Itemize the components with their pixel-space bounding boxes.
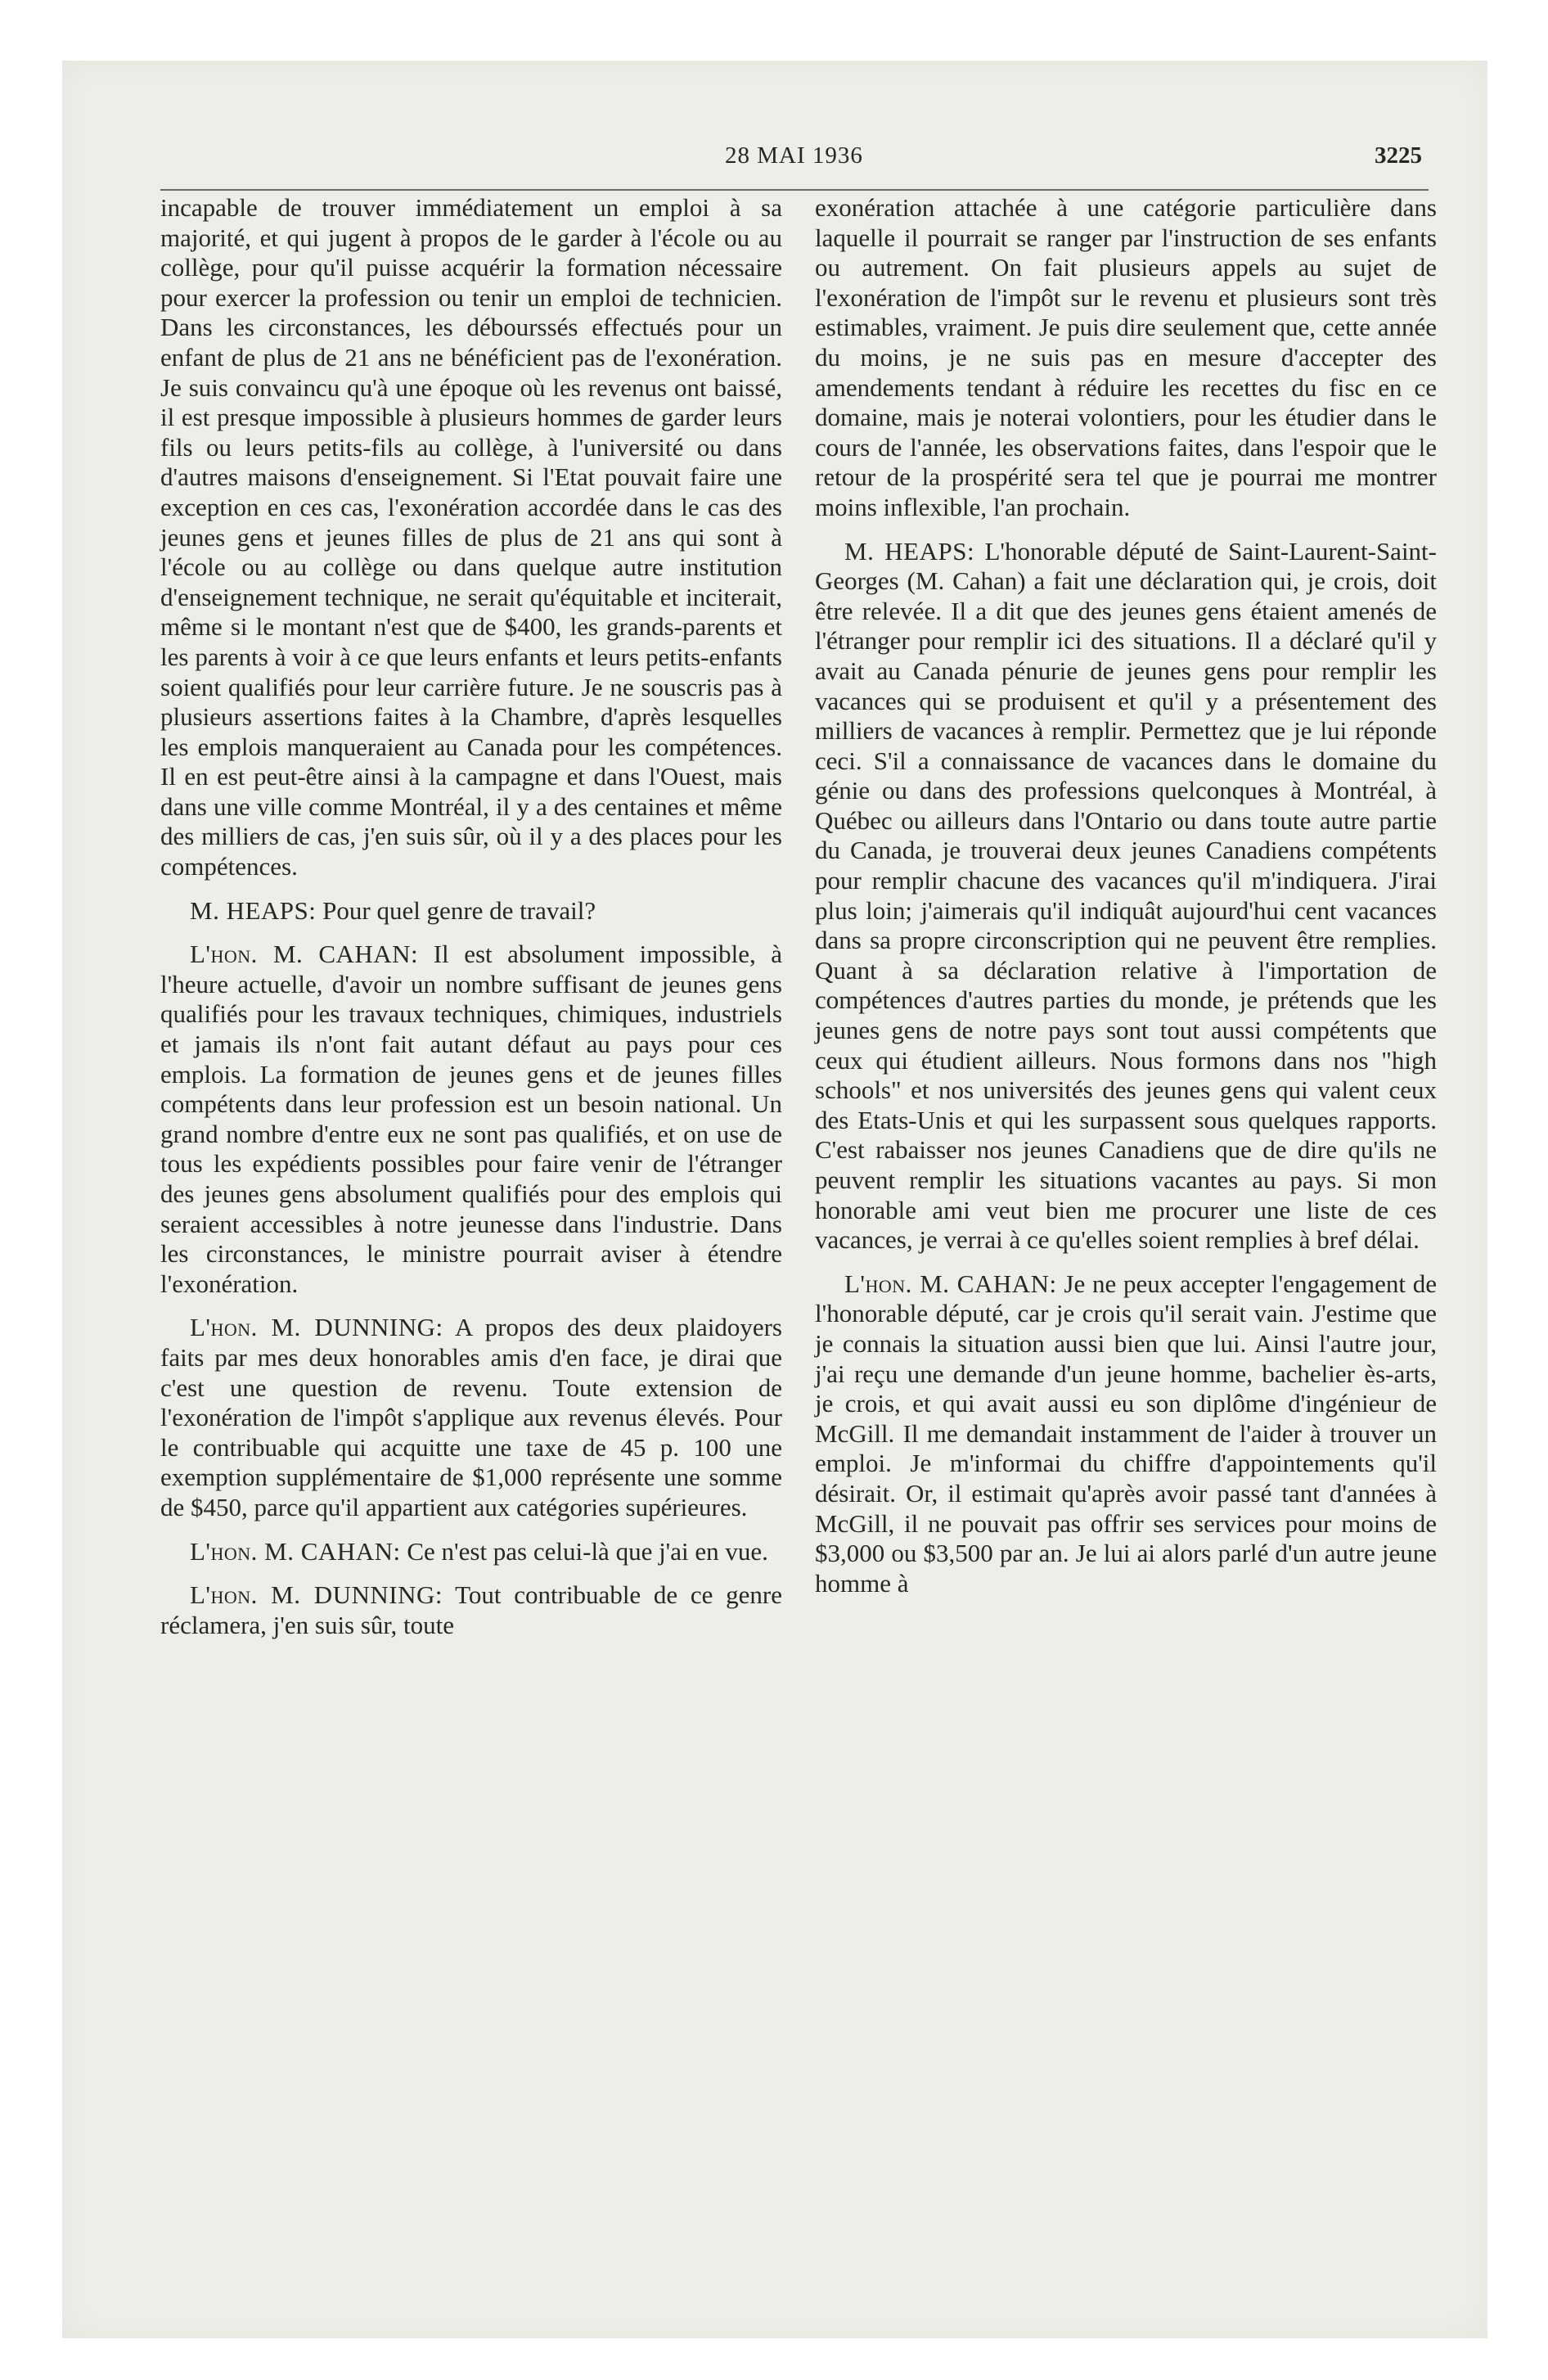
paragraph-text: incapable de trouver immédiatement un emploi à sa majorité, et qui jugent à propos de le garder à l'école ou au collège, pour qu'il puisse acquérir la formation nécessaire pour exercer la profession ou tenir un emploi de technicien. Dans les circonstances, les débourssés effectués pour un enfant de plus de 21 ans ne bénéficient pas de l'exonération. Je suis convaincu qu'à une époque où les revenus ont baissé, il est presque impossible à plusieurs hommes de garder leurs fils ou leurs petits-fils au collège, à l'université ou dans d'autres maisons d'enseignement. Si l'Etat pouvait faire une exception en ces cas, l'exonération accordée dans le cas des jeunes gens et jeunes filles de plus de 21 ans qui sont à l'école ou au collège ou dans quelque autre institution d'enseignement technique, ne serait qu'équitable et inciterait, même si le montant n'est que de $400, les grands-parents et les parents à voir à ce que leurs enfants et leurs petits-enfants soient qualifiés pour leur carrière future. Je ne souscris pas à plusieurs assertions faites à la Chambre, d'après lesquelles les emplois manqueraient au Canada pour les compétences. Il en est peut-être ainsi à la campagne et dans l'Ouest, mais dans une ville comme Montréal, il y a des centaines et même des milliers de cas, j'en suis sûr, où il y a des places pour les compétences. (160, 193, 782, 881)
paragraph-text: exonération attachée à une catégorie particulière dans laquelle il pourrait se ranger par l'instruction de ses enfants ou autrement. On fait plusieurs appels au sujet de l'exonération de l'impôt sur le revenu et plusieurs sont très estimables, vraiment. Je puis dire seulement que, cette année du moins, je ne suis pas en mesure d'accepter des amendements tendant à réduire les recettes du fisc en ce domaine, mais je noterai volontiers, pour les étudier dans le cours de l'année, les observations faites, dans l'espoir que le retour de la prospérité sera tel que je pourrai me montrer moins inflexible, l'an prochain. (815, 193, 1437, 521)
paragraph (160, 1313, 782, 1522)
right-column (815, 193, 1437, 1598)
paragraph (160, 1580, 782, 1640)
paragraph (160, 896, 782, 926)
paragraph (160, 940, 782, 1299)
paragraph-text: Tout contribuable de ce genre réclamera, j'en suis sûr, toute (160, 1580, 782, 1639)
paragraph-text: Ce n'est pas celui-là que j'ai en vue. (407, 1536, 768, 1566)
speaker-name: M. HEAPS: (844, 536, 975, 566)
speaker-name: L'hon. M. CAHAN: (844, 1269, 1057, 1298)
speaker-name: L'hon. M. DUNNING: (190, 1313, 443, 1342)
paragraph (815, 193, 1437, 523)
page-header (62, 133, 1487, 174)
header-date: 28 MAI 1936 (725, 142, 863, 169)
speaker-name: L'hon. M. DUNNING: (190, 1580, 443, 1610)
paragraph-text: A propos des deux plaidoyers faits par mes deux honorables amis d'en face, je dirai que c'est une question de revenu. Toute extension de l'exonération de l'impôt s'applique aux revenus élevés. Pour le contribuable qui acquitte une taxe de 45 p. 100 une exemption supplémentaire de $1,000 représente une somme de $450, parce qu'il appartient aux catégories supérieures. (160, 1313, 782, 1521)
speaker-name: L'hon. M. CAHAN: (190, 1536, 401, 1566)
paragraph-text: Je ne peux accepter l'engagement de l'honorable député, car je crois qu'il serait vain. J'estime que je connais la situation aussi bien que lui. Ainsi l'autre jour, j'ai reçu une demande d'un jeune homme, bachelier ès-arts, je crois, et qui avait aussi eu son diplôme d'ingénieur de McGill. Il me demandait instamment de l'aider à trouver un emploi. Je m'informai du chiffre d'appointements qu'il désirait. Or, il estimait qu'après avoir passé tant d'années à McGill, il ne pouvait pas offrir ses services pour moins de $3,000 ou $3,500 par an. Je lui ai alors parlé d'un autre jeune homme à (815, 1269, 1438, 1598)
page-number: 3225 (1375, 142, 1422, 169)
paragraph (160, 193, 782, 882)
scanned-page (62, 61, 1487, 2338)
paragraph (815, 537, 1437, 1255)
paragraph (160, 1537, 782, 1567)
header-rule (160, 189, 1429, 191)
paragraph-text: Il est absolument impossible, à l'heure actuelle, d'avoir un nombre suffisant de jeunes gens qualifiés pour les travaux techniques, chimiques, industriels et jamais ils n'ont fait autant défaut au pays pour ces emplois. La formation de jeunes gens et de jeunes filles compétents dans leur profession est un besoin national. Un grand nombre d'entre eux ne sont pas qualifiés, et on use de tous les expédients possibles pour faire venir de l'étranger des jeunes gens absolument qualifiés pour des emplois qui seraient accessibles à notre jeunesse dans l'industrie. Dans les circonstances, le ministre pourrait aviser à étendre l'exonération. (160, 940, 783, 1298)
paragraph-text: Pour quel genre de travail? (322, 895, 596, 925)
paragraph-text: L'honorable député de Saint-Laurent-Saint-Georges (M. Cahan) a fait une déclaration qui, je crois, doit être relevée. Il a dit que des jeunes gens étaient amenés de l'étranger pour remplir ici des situations. Il a déclaré qu'il y avait au Canada pénurie de jeunes gens pour remplir les vacances qui se produisent et qu'il y a présentement des milliers de vacances à remplir. Permettez que je lui réponde ceci. S'il a connaissance de vacances dans le domaine du génie ou dans des professions quelconques à Montréal, à Québec ou ailleurs dans l'Ontario ou dans toute autre partie du Canada, je trouverai deux jeunes Canadiens compétents pour remplir chacune des vacances qu'il m'indiquera. J'irai plus loin; j'aimerais qu'il indiquât aujourd'hui cent vacances dans sa propre circonscription qui ne peuvent être remplies. Quant à sa déclaration relative à l'importation de compétences d'autres parties du monde, je prétends que les jeunes gens de notre pays sont tout aussi compétents que ceux qui étudient ailleurs. Nous formons dans nos "high schools" et nos universités des jeunes gens qui valent ceux des Etats-Unis et qui les surpassent sous quelques rapports. C'est rabaisser nos jeunes Canadiens que de dire qu'ils ne peuvent remplir les situations vacantes au pays. Si mon honorable ami veut bien me procurer une liste de ces vacances, je verrai à ce qu'elles soient remplies à bref délai. (815, 536, 1437, 1255)
left-column (160, 193, 782, 1640)
paragraph (815, 1269, 1437, 1599)
speaker-name: L'hon. M. CAHAN: (190, 940, 419, 969)
speaker-name: M. HEAPS: (190, 895, 317, 925)
